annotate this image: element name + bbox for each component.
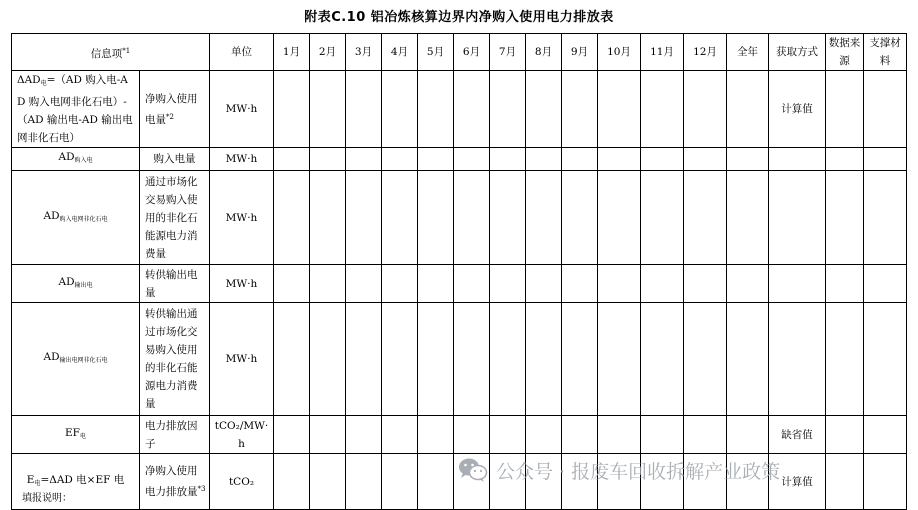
month-cell[interactable]: [490, 71, 526, 148]
month-cell[interactable]: [310, 454, 346, 510]
row-unit: tCO₂/MW·h: [210, 416, 274, 454]
data-source-cell[interactable]: [826, 148, 864, 171]
header-month: 1月: [274, 34, 310, 71]
month-cell[interactable]: [310, 171, 346, 265]
month-cell[interactable]: [454, 416, 490, 454]
month-cell[interactable]: [526, 265, 562, 303]
table-row: [12, 416, 907, 454]
header-month: 6月: [454, 34, 490, 71]
month-cell[interactable]: [598, 416, 641, 454]
wechat-icon: [458, 457, 488, 483]
month-cell[interactable]: [562, 148, 598, 171]
month-cell[interactable]: [598, 148, 641, 171]
header-month: 7月: [490, 34, 526, 71]
row-description: 电力排放因子: [140, 416, 210, 454]
header-month: 10月: [598, 34, 641, 71]
data-source-cell[interactable]: [826, 416, 864, 454]
table-row: [12, 71, 907, 148]
month-cell[interactable]: [641, 303, 684, 416]
data-source-cell[interactable]: [826, 71, 864, 148]
month-cell[interactable]: [490, 148, 526, 171]
header-row: [12, 34, 907, 71]
row-unit: MW·h: [210, 265, 274, 303]
month-cell[interactable]: [346, 416, 382, 454]
row-unit: MW·h: [210, 71, 274, 148]
month-cell[interactable]: [310, 148, 346, 171]
row-method: 计算值: [769, 71, 826, 148]
table-row: [12, 265, 907, 303]
row-description: 转供输出电量: [140, 265, 210, 303]
month-cell[interactable]: [418, 454, 454, 510]
month-cell[interactable]: [382, 148, 418, 171]
month-cell[interactable]: [641, 265, 684, 303]
month-cell[interactable]: [562, 303, 598, 416]
row-symbol: $EF_电$: [12, 416, 140, 454]
month-cell[interactable]: [684, 265, 727, 303]
header-full-year: 全年: [727, 34, 769, 71]
header-data-source: 数据来源: [826, 34, 864, 71]
month-cell[interactable]: [641, 416, 684, 454]
header-month: 9月: [562, 34, 598, 71]
row-unit: tCO₂: [210, 454, 274, 510]
month-cell[interactable]: [526, 71, 562, 148]
header-unit: 单位: [210, 34, 274, 71]
row-symbol: $E_电=\Delta AD$ 电×EF 电: [12, 454, 140, 510]
month-cell[interactable]: [641, 148, 684, 171]
month-cell[interactable]: [562, 416, 598, 454]
header-month: 8月: [526, 34, 562, 71]
month-cell[interactable]: [346, 303, 382, 416]
month-cell[interactable]: [684, 303, 727, 416]
table-row: [12, 171, 907, 265]
month-cell[interactable]: [490, 416, 526, 454]
month-cell[interactable]: [684, 148, 727, 171]
month-cell[interactable]: [274, 454, 310, 510]
support-cell[interactable]: [864, 303, 907, 416]
row-description: 通过市场化交易购入使用的非化石能源电力消费量: [140, 171, 210, 265]
month-cell[interactable]: [382, 303, 418, 416]
row-method: [769, 303, 826, 416]
month-cell[interactable]: [274, 303, 310, 416]
month-cell[interactable]: [641, 71, 684, 148]
month-cell[interactable]: [382, 71, 418, 148]
month-cell[interactable]: [526, 171, 562, 265]
row-description: 净购入使用电量$^{*2}$: [140, 71, 210, 148]
month-cell[interactable]: [562, 71, 598, 148]
month-cell[interactable]: [310, 416, 346, 454]
month-cell[interactable]: [418, 303, 454, 416]
row-method: [769, 148, 826, 171]
full-year-cell[interactable]: [727, 171, 769, 265]
month-cell[interactable]: [454, 71, 490, 148]
row-description: 转供输出通过市场化交易购入使用的非化石能源电力消费量: [140, 303, 210, 416]
full-year-cell[interactable]: [727, 148, 769, 171]
header-month: 5月: [418, 34, 454, 71]
month-cell[interactable]: [274, 265, 310, 303]
row-unit: MW·h: [210, 171, 274, 265]
month-cell[interactable]: [418, 171, 454, 265]
row-symbol: $AD_{购入电}$: [12, 148, 140, 171]
table-row: [12, 148, 907, 171]
data-source-cell[interactable]: [826, 454, 864, 510]
header-month: 12月: [684, 34, 727, 71]
month-cell[interactable]: [418, 416, 454, 454]
month-cell[interactable]: [310, 71, 346, 148]
row-method: 缺省值: [769, 416, 826, 454]
full-year-cell[interactable]: [727, 265, 769, 303]
row-method: [769, 171, 826, 265]
month-cell[interactable]: [526, 148, 562, 171]
month-cell[interactable]: [418, 265, 454, 303]
row-method: [769, 265, 826, 303]
row-symbol: $AD_{输出电}$: [12, 265, 140, 303]
header-month: 11月: [641, 34, 684, 71]
support-cell[interactable]: [864, 171, 907, 265]
month-cell[interactable]: [274, 171, 310, 265]
month-cell[interactable]: [490, 171, 526, 265]
support-cell[interactable]: [864, 71, 907, 148]
watermark: [458, 454, 780, 486]
month-cell[interactable]: [526, 416, 562, 454]
support-cell[interactable]: [864, 416, 907, 454]
month-cell[interactable]: [490, 265, 526, 303]
row-symbol: $AD_{输出电网非化石电}$: [12, 303, 140, 416]
data-source-cell[interactable]: [826, 171, 864, 265]
row-description: 净购入使用电力排放量$^{*3}$: [140, 454, 210, 510]
row-unit: MW·h: [210, 148, 274, 171]
header-method: 获取方式: [769, 34, 826, 71]
header-month: 4月: [382, 34, 418, 71]
month-cell[interactable]: [454, 171, 490, 265]
table-row: [12, 303, 907, 416]
month-cell[interactable]: [346, 265, 382, 303]
header-info-item: 信息项$^{*1}$: [12, 34, 210, 71]
support-cell[interactable]: [864, 148, 907, 171]
full-year-cell[interactable]: [727, 416, 769, 454]
month-cell[interactable]: [382, 454, 418, 510]
month-cell[interactable]: [598, 171, 641, 265]
row-description: 购入电量: [140, 148, 210, 171]
month-cell[interactable]: [490, 303, 526, 416]
emission-table: [11, 33, 907, 510]
month-cell[interactable]: [641, 171, 684, 265]
month-cell[interactable]: [346, 171, 382, 265]
fill-instructions-label: 填报说明：: [22, 493, 72, 504]
watermark-text: 公众号 · 报废车回收拆解产业政策: [496, 460, 781, 483]
row-unit: MW·h: [210, 303, 274, 416]
month-cell[interactable]: [684, 171, 727, 265]
month-cell[interactable]: [562, 265, 598, 303]
month-cell[interactable]: [684, 416, 727, 454]
month-cell[interactable]: [346, 454, 382, 510]
month-cell[interactable]: [382, 416, 418, 454]
month-cell[interactable]: [274, 148, 310, 171]
header-month: 2月: [310, 34, 346, 71]
support-cell[interactable]: [864, 265, 907, 303]
month-cell[interactable]: [598, 71, 641, 148]
month-cell[interactable]: [382, 171, 418, 265]
month-cell[interactable]: [598, 303, 641, 416]
month-cell[interactable]: [454, 265, 490, 303]
month-cell[interactable]: [454, 303, 490, 416]
row-symbol: $AD_{购入电网非化石电}$: [12, 171, 140, 265]
month-cell[interactable]: [526, 303, 562, 416]
full-year-cell[interactable]: [727, 303, 769, 416]
table-title: 附表C.10 铝冶炼核算边界内净购入使用电力排放表: [304, 10, 614, 25]
month-cell[interactable]: [346, 71, 382, 148]
month-cell[interactable]: [310, 303, 346, 416]
header-month: 3月: [346, 34, 382, 71]
full-year-cell[interactable]: [727, 71, 769, 148]
month-cell[interactable]: [418, 71, 454, 148]
month-cell[interactable]: [382, 265, 418, 303]
month-cell[interactable]: [454, 148, 490, 171]
month-cell[interactable]: [274, 71, 310, 148]
month-cell[interactable]: [346, 148, 382, 171]
support-cell[interactable]: [864, 454, 907, 510]
month-cell[interactable]: [274, 416, 310, 454]
row-method: 计算值: [769, 454, 826, 510]
month-cell[interactable]: [562, 171, 598, 265]
row-symbol: $\Delta AD_电=(AD$ 购入电-AD 购入电网非化石电）-（AD 输出电-AD 输出电网非化石电）: [12, 71, 140, 148]
month-cell[interactable]: [418, 148, 454, 171]
month-cell[interactable]: [310, 265, 346, 303]
data-source-cell[interactable]: [826, 303, 864, 416]
month-cell[interactable]: [684, 71, 727, 148]
month-cell[interactable]: [598, 265, 641, 303]
header-support: 支撑材料: [864, 34, 907, 71]
data-source-cell[interactable]: [826, 265, 864, 303]
